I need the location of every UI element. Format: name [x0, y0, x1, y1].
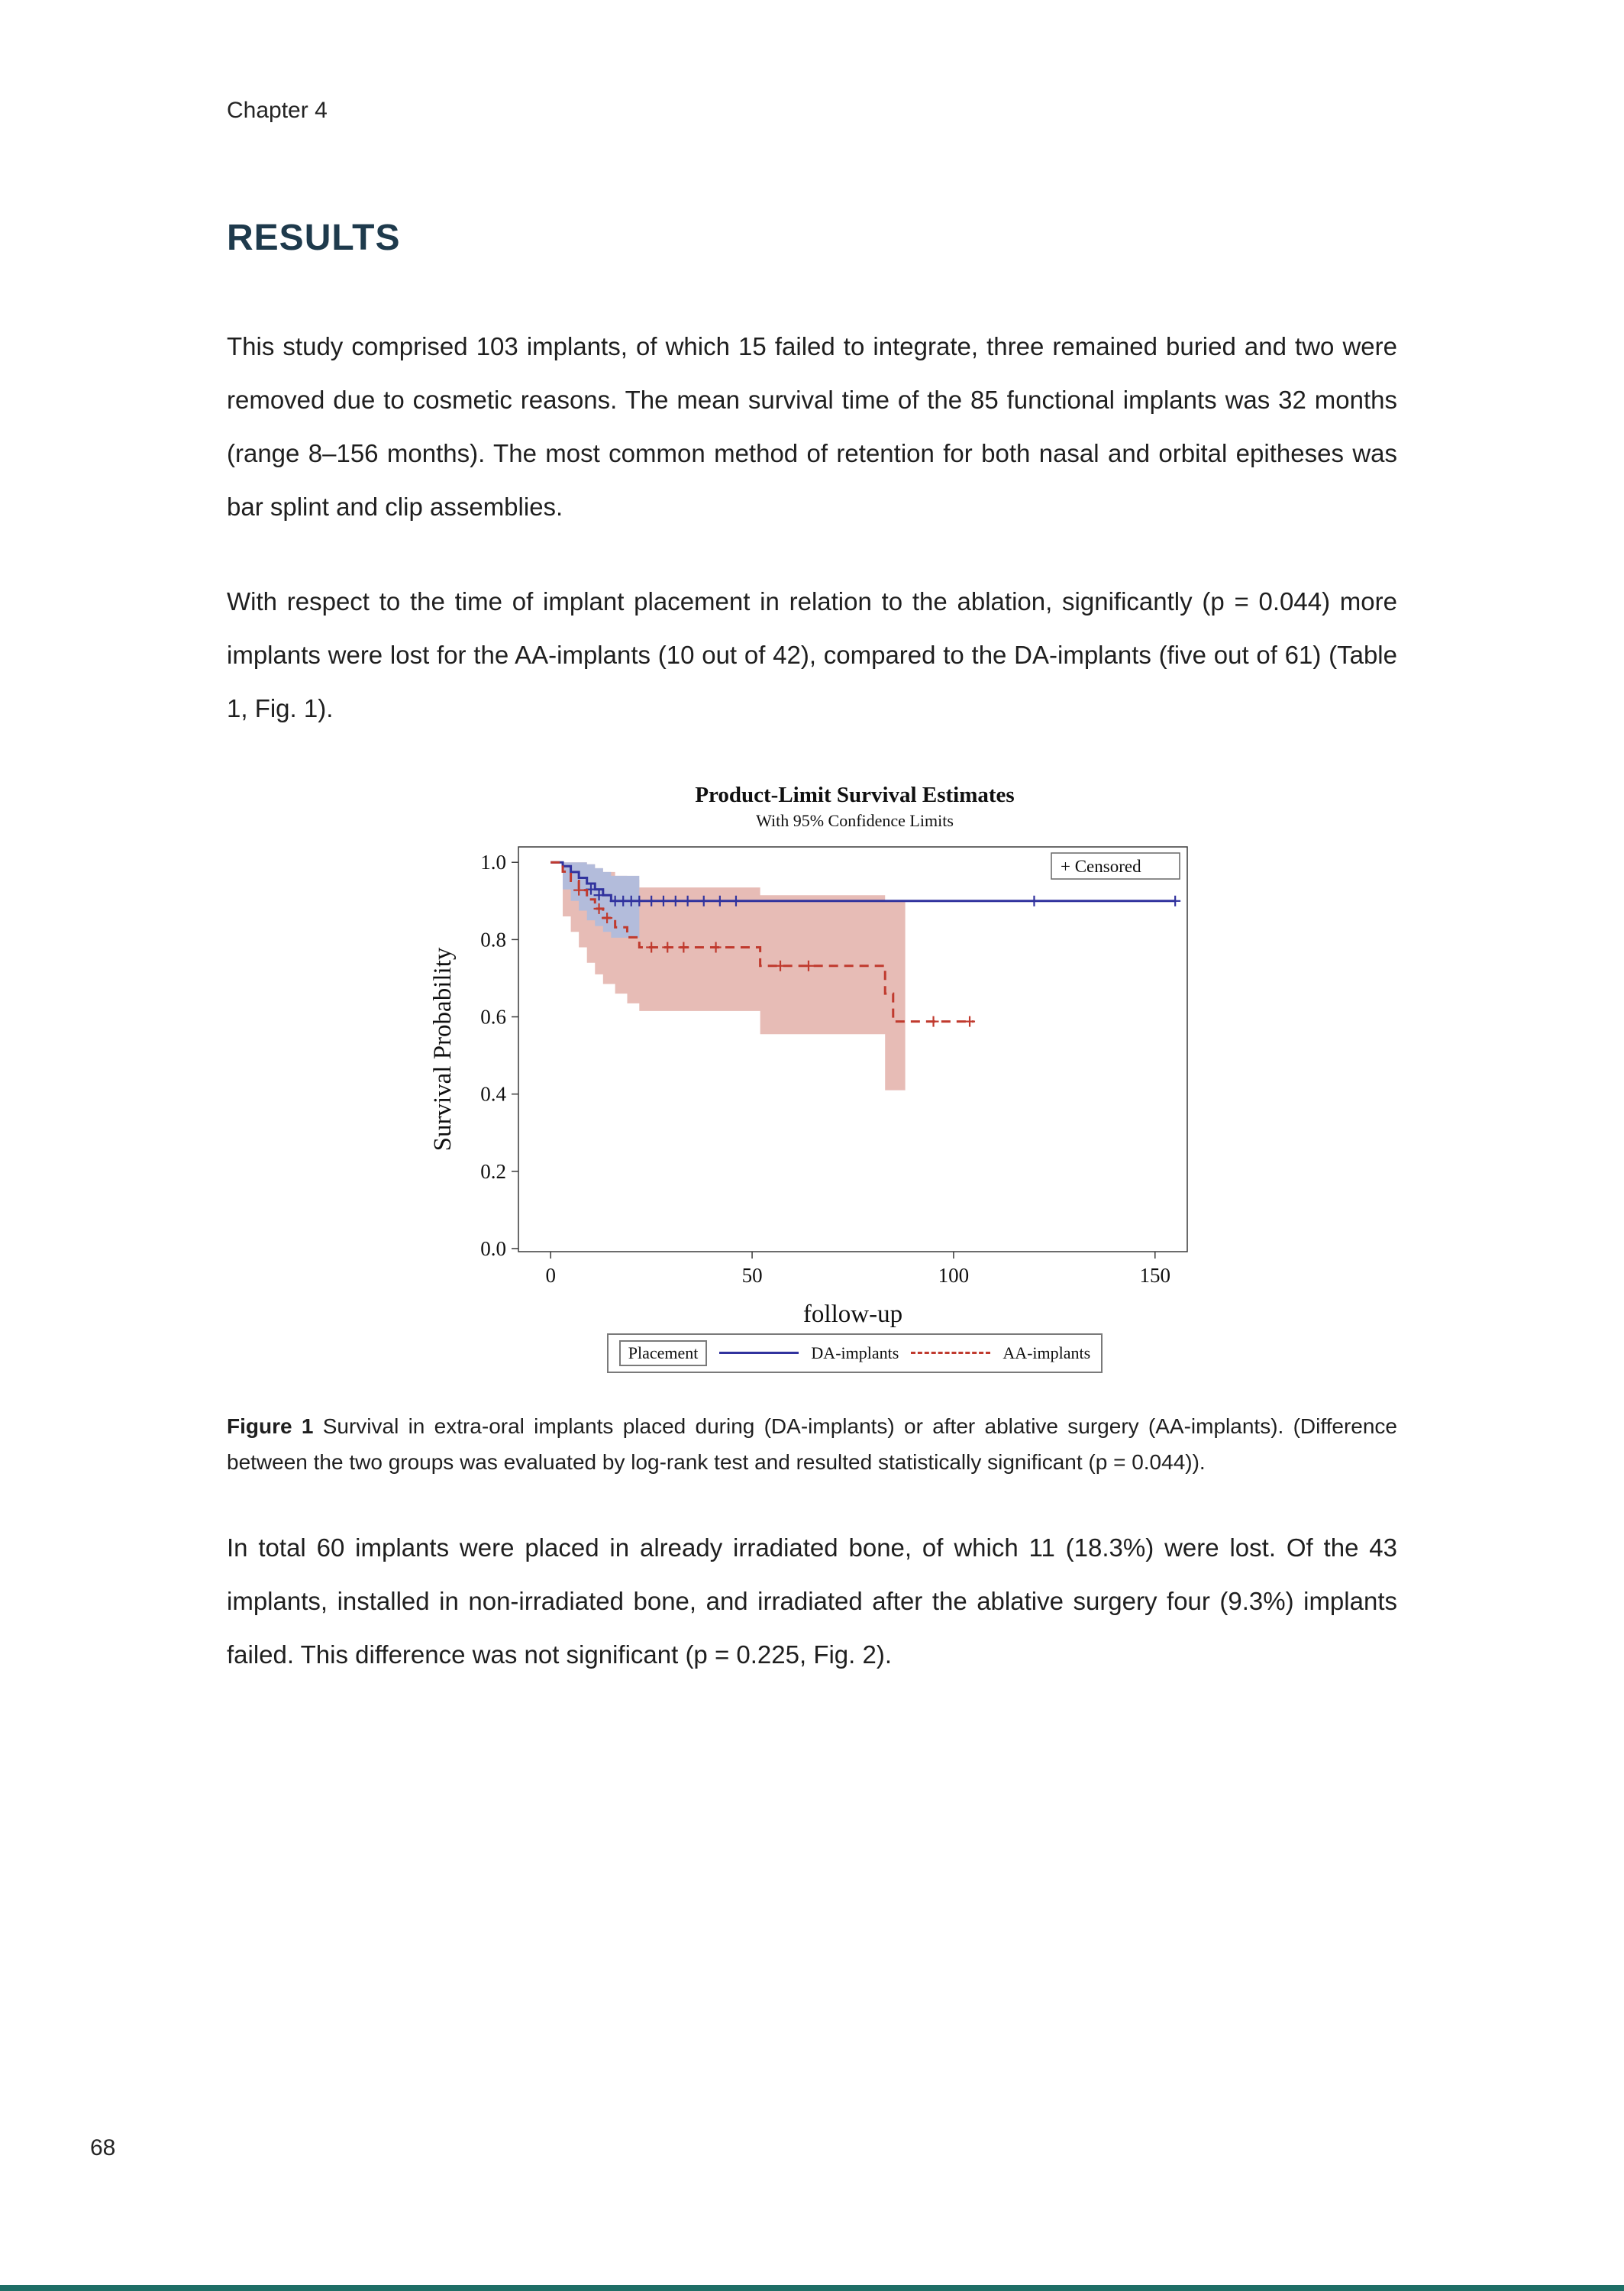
y-tick-label: 0.6 — [479, 1005, 506, 1029]
x-tick-label: 150 — [1139, 1263, 1170, 1287]
y-axis-label: Survival Probability — [428, 947, 457, 1152]
y-tick-label: 0.4 — [479, 1082, 506, 1106]
x-tick-label: 100 — [938, 1263, 969, 1287]
y-tick-label: 0.0 — [479, 1236, 506, 1260]
x-tick-label: 50 — [741, 1263, 763, 1287]
chart-title: Product-Limit Survival Estimates — [695, 782, 1015, 807]
y-tick-label: 0.2 — [479, 1159, 506, 1183]
survival-chart — [425, 835, 1200, 1330]
paragraph-irradiation: In total 60 implants were placed in already irradiated bone, of which 11 (18.3%) were lost. Of the 43 implants, installed in non-irradiated bone, and irradiated after the ablative surgery four (9.3%) implants failed. This difference was not significant (p = 0.225, Fig. 2). — [227, 1533, 1397, 1669]
paragraph-study-overview: This study comprised 103 implants, of which 15 failed to integrate, three remained buried and two were removed due to cosmetic reasons. The mean survival time of the 85 functional implants was 32 months (range 8–156 months). The most common method of retention for both nasal and orbital epitheses was bar splint and clip assemblies. — [227, 332, 1397, 521]
figure-legend — [607, 1333, 1103, 1373]
y-tick-label: 1.0 — [479, 850, 506, 874]
legend-placement-label: Placement — [619, 1340, 708, 1366]
page-number: 68 — [90, 2135, 116, 2160]
aa-implants-legend-label: AA-implants — [1002, 1343, 1091, 1362]
x-axis-label: follow-up — [802, 1300, 902, 1328]
figure-legend-row — [425, 1333, 1200, 1373]
figure-1 — [425, 783, 1200, 1373]
results-heading: RESULTS — [227, 218, 401, 258]
paragraph-placement-timing: With respect to the time of implant placement in relation to the ablation, significantly (p = 0.044) more implants were lost for the AA-implants (10 out of 42), compared to the DA-implants (five out of 61) (Table 1, Fig. 1). — [227, 586, 1397, 722]
chapter-label: Chapter 4 — [227, 98, 328, 123]
x-tick-label: 0 — [544, 1263, 556, 1287]
aa-implants-line-sample — [911, 1352, 990, 1354]
chart-subtitle: With 95% Confidence Limits — [756, 810, 954, 830]
page-footer-bar — [0, 2285, 1624, 2291]
y-tick-label: 0.8 — [479, 928, 506, 952]
figure-caption-text: Survival in extra-oral implants placed during (DA-implants) or after ablative surgery (AA-implants). (Difference between the two groups was evaluated by log-rank test and resulted statistically significant (p = 0.044)). — [227, 1414, 1398, 1474]
figure-caption-label: Figure 1 — [227, 1414, 314, 1438]
figure-caption — [227, 1408, 1397, 1480]
da-implants-line-sample — [719, 1352, 799, 1354]
da-implants-legend-label: DA-implants — [811, 1343, 899, 1362]
censored-legend-label: + Censored — [1060, 856, 1141, 876]
